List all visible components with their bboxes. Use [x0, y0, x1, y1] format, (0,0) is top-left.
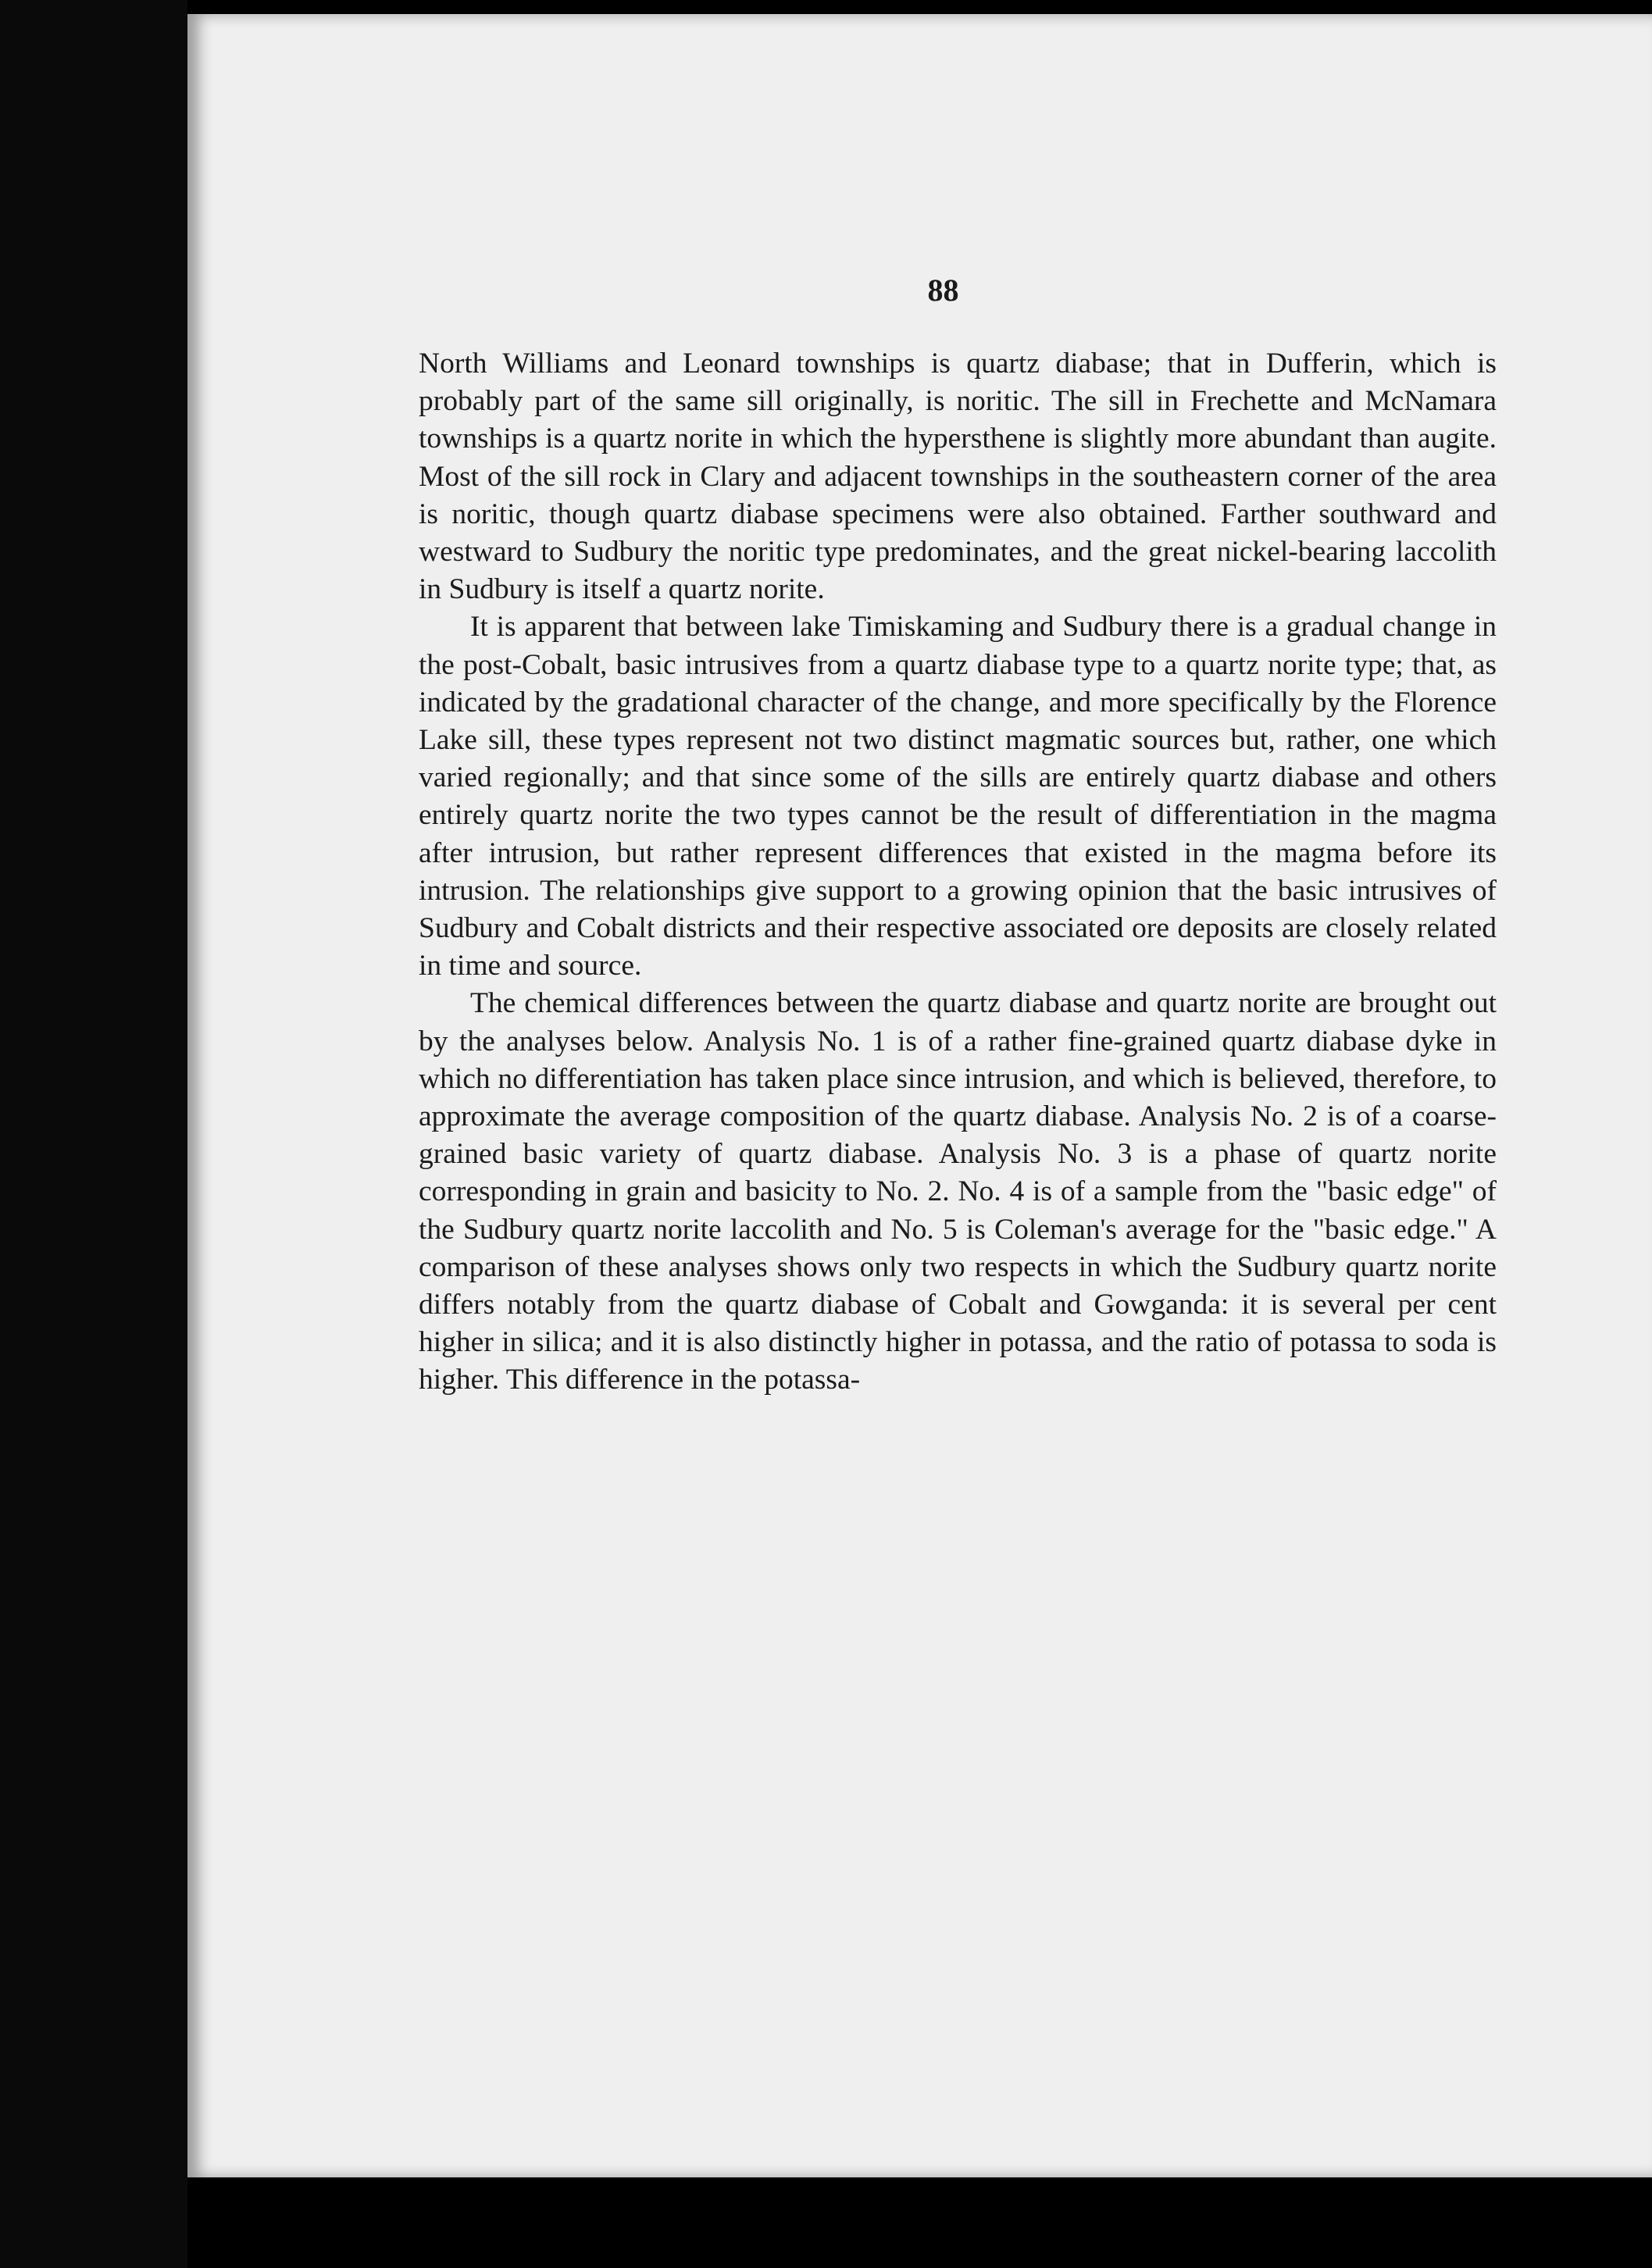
page-number: 88: [927, 273, 959, 308]
paragraph: It is apparent that between lake Timiskaming and Sudbury there is a gradual change in the post-Cobalt, basic intrusives from a quartz diabase type to a quartz norite type; that, as indicated by the gradational character of the change, and more specifically by the Florence Lake sill, these types represent not two distinct magmatic sources but, rather, one which varied regionally; and that since some of the sills are entirely quartz diabase and others entirely quartz norite the two types cannot be the result of differentiation in the magma after intrusion, but rather represent differences that existed in the magma before its intrusion. The relationships give support to a growing opinion that the basic intrusives of Sudbury and Cobalt districts and their respective associated ore deposits are closely related in time and source.: [419, 611, 1497, 982]
body-text: [419, 345, 1497, 1400]
paragraph: The chemical differences between the quartz diabase and quartz norite are brought out by the analyses below. Analysis No. 1 is of a rather fine-grained quartz diabase dyke in which no differentiation has taken place since intrusion, and which is believed, therefore, to approximate the average composition of the quartz diabase. Analysis No. 2 is of a coarse-grained basic variety of quartz diabase. Analysis No. 3 is a phase of quartz norite corresponding in grain and basicity to No. 2. No. 4 is of a sample from the "basic edge" of the Sudbury quartz norite laccolith and No. 5 is Coleman's average for the "basic edge." A comparison of these analyses shows only two respects in which the Sudbury quartz norite differs notably from the quartz diabase of Cobalt and Gowganda: it is several per cent higher in silica; and it is also distinctly higher in potassa, and the ratio of potassa to soda is higher. This difference in the potassa-: [419, 987, 1497, 1396]
paragraph: North Williams and Leonard townships is quartz diabase; that in Dufferin, which is probably part of the same sill originally, is noritic. The sill in Frechette and McNamara townships is a quartz norite in which the hypersthene is slightly more abundant than augite. Most of the sill rock in Clary and adjacent townships in the southeastern corner of the area is noritic, though quartz diabase specimens were also obtained. Farther southward and westward to Sudbury the noritic type predominates, and the great nickel-bearing laccolith in Sudbury is itself a quartz norite.: [419, 348, 1497, 606]
scan-border: [0, 0, 187, 2268]
